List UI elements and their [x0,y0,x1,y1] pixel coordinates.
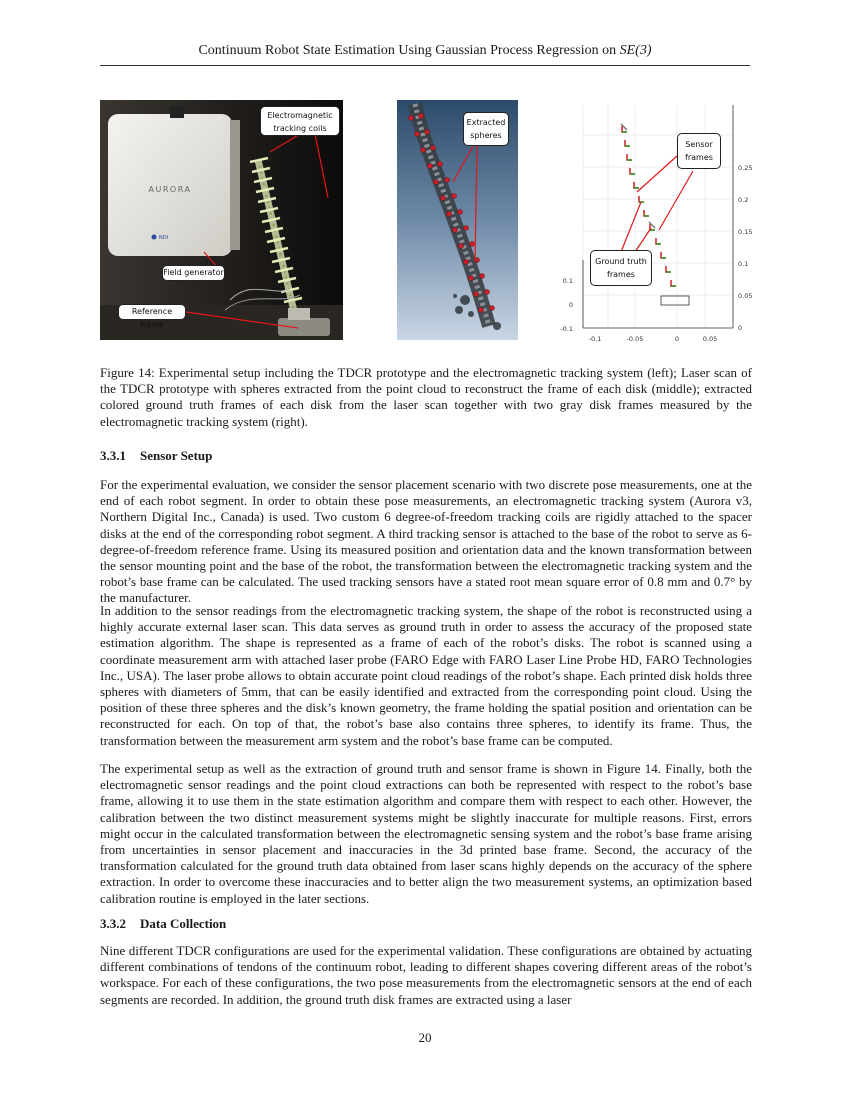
x-tick: -0.1 [588,335,602,343]
frames-plot-svg [555,100,755,348]
callout-field-generator: Field generator [162,265,225,281]
paragraph: In addition to the sensor readings from the electromagnetic tracking system, the shape of the robot is reconstructed using a highly accurate external laser scan. This data serves as ground truth in order to assess the accuracy of the proposed state estimation algorithm. The shape is represented as a frame of each of the robot’s disks. The robot is scanned using a coordinate measurement arm with attached laser probe (FARO Edge with FARO Laser Line Probe HD, FARO Technologies Inc., USA). The laser probe allows to obtain accurate point cloud readings of the robot’s shape. Each printed disk holds three spheres with diameters of 5mm, that can be easily identified and extracted from the corresponding point cloud. Using the position of these three spheres and the disk’s known geometry, the frame holding the spatial position and orientation can be reconstructed for each. On top of that, the robot’s base also contains three spheres, to identify its frame. Thus, the transformation between the measurement arm system and the robot’s base frame can be computed. [100,603,752,748]
figure-frames-plot [555,100,755,348]
z-tick: 0.2 [738,196,749,204]
z-tick: 0.15 [738,228,753,236]
figure-laser-scan [397,100,518,340]
x-tick: 0.05 [702,335,718,343]
y-tick: -0.1 [560,325,573,333]
paragraph: The experimental setup as well as the extraction of ground truth and sensor frame is shown in Figure 14. Finally, both the electromagnetic sensor readings and the point cloud extractions can both be represented with respect to the robot’s base frame, allowing it to use them in the state estimation algorithm and compare them with respect to each other. However, the calibration between the two distinct measurement systems might be slightly inaccurate for multiple reasons. First, errors might occur in the calculated transformation between the electromagnetic sensing system and the robot’s base frame arising from uncertainties in sensor placement and inaccuracies in the 3d printed base frame. Second, the accuracy of the transformation calculated for the ground truth data obtained from laser scans highly depends on the accuracy of the sphere extraction. In order to overcome these inaccuracies and to better align the two measurement systems, an optimization based calibration routine is employed in the later sections. [100,761,752,906]
y-tick: 0 [568,301,573,309]
y-tick: 0.1 [562,277,573,285]
x-tick: 0 [674,335,680,343]
brand-text: AURORA [148,185,192,194]
z-tick: 0.1 [738,260,749,268]
section-heading-331: 3.3.1 Sensor Setup [100,448,213,463]
header-math: SE(3) [619,43,652,58]
figure-setup-photo [100,100,343,340]
running-header: Continuum Robot State Estimation Using Gaussian Process Regression on SE(3) [198,43,652,58]
z-tick: 0.05 [738,292,753,300]
callout-coils: Electromagnetic tracking coils [260,106,340,136]
paragraph: For the experimental evaluation, we consider the sensor placement scenario with two discrete pose measurements, one at the end of each robot segment. In order to obtain these pose measurements, an electromagnetic tracking system (Aurora v3, Northern Digital Inc., Canada) is used. Two custom 6 degree-of-freedom tracking coils are rigidly attached to the spacer disks at the end of the corresponding robot segment. A third tracking sensor is attached to the base of the robot to serve as 6-degree-of-freedom reference frame. Using its measured position and orientation data and the known transformation between the sensor mounting point and the base of the robot, the transformation between the electromagnetic tracking system and the robot’s base frame can be calculated. The used tracking sensors have a stated root mean square error of 0.8 mm and 0.7° by the manufacturer. [100,477,752,606]
callout-sensor-frames: Sensor frames [677,133,721,169]
page-number: 20 [418,1030,432,1045]
x-tick: -0.05 [626,335,644,343]
callout-extracted-spheres: Extracted spheres [463,112,509,146]
section-heading-332: 3.3.2 Data Collection [100,916,227,931]
callout-ground-truth-frames: Ground truth frames [590,250,652,286]
callout-reference-frame: Reference frame [118,304,186,320]
z-tick: 0 [738,324,743,332]
figure-caption: Figure 14: Experimental setup including the TDCR prototype and the electromagnetic tracking system (left); Laser scan of the TDCR prototype with spheres extracted from the point cloud to reconstruct the frame of each disk (middle); extracted colored ground truth frames of each disk from the laser scan together with two gray disk frames measured by the electromagnetic tracking system (right). [100,365,752,429]
maker-text: NDI [159,235,169,241]
base-box [661,296,689,305]
header-rule [100,65,750,66]
paragraph: Nine different TDCR configurations are used for the experimental validation. These configurations are obtained by actuating different combinations of tendons of the continuum robot, leading to different shapes covering different areas of the robot’s workspace. For each of these configurations, the two pose measurements from the electromagnetic sensors at the end of each segments are recorded. In addition, the ground truth disk frames are extracted using a laser [100,943,752,1007]
z-tick: 0.25 [738,164,753,172]
